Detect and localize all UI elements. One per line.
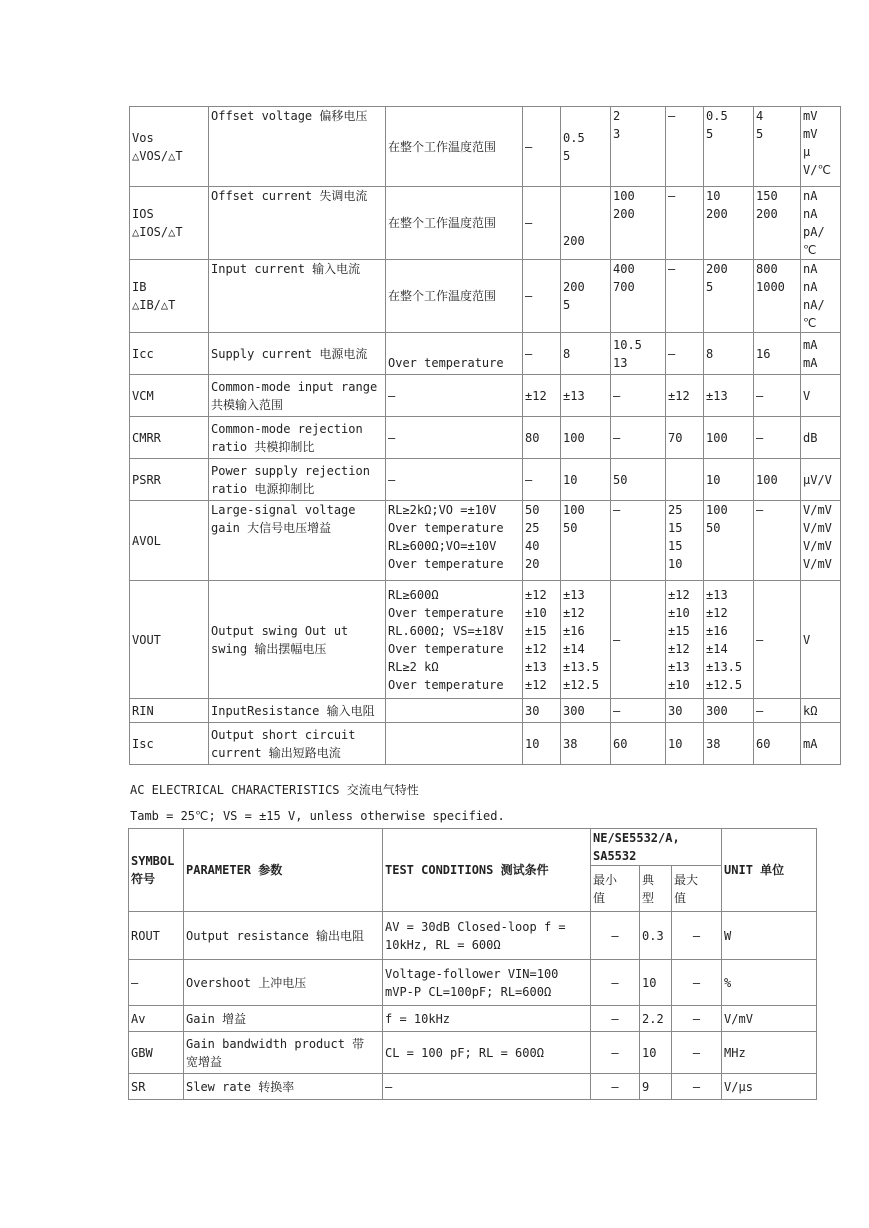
dc-cell: Offset voltage 偏移电压 [209, 107, 386, 187]
dc-cell: – [611, 699, 666, 723]
dc-table-row [130, 375, 841, 417]
ac-cell: V/mV [722, 1006, 817, 1032]
dc-cell: CMRR [130, 417, 209, 459]
dc-cell: 10 200 [704, 187, 754, 260]
ac-cell: – [672, 1032, 722, 1074]
unit-header: UNIT 单位 [722, 829, 817, 912]
dc-cell [386, 699, 523, 723]
dc-table-row [130, 723, 841, 765]
dc-cell: PSRR [130, 459, 209, 501]
ac-cell: Slew rate 转换率 [184, 1074, 383, 1100]
dc-cell: μV/V [801, 459, 841, 501]
dc-table-row [130, 333, 841, 375]
dc-cell: ±13 [561, 375, 611, 417]
dc-cell: Over temperature [386, 333, 523, 375]
dc-cell: nA nA nA/℃ [801, 260, 841, 333]
dc-table-row [130, 581, 841, 699]
dc-table-row [130, 417, 841, 459]
dc-cell: 100 [561, 417, 611, 459]
dc-cell: 10.5 13 [611, 333, 666, 375]
dc-cell: 10 [666, 723, 704, 765]
dc-cell: kΩ [801, 699, 841, 723]
dc-cell: IOS △IOS/△T [130, 187, 209, 260]
dc-cell: 30 [523, 699, 561, 723]
dc-cell: – [523, 260, 561, 333]
dc-cell: AVOL [130, 501, 209, 581]
ac-cell: 2.2 [640, 1006, 672, 1032]
dc-cell: InputResistance 输入电阻 [209, 699, 386, 723]
ac-cell: Overshoot 上冲电压 [184, 960, 383, 1006]
dc-cell: 4 5 [754, 107, 801, 187]
dc-cell: 300 [704, 699, 754, 723]
dc-cell: 在整个工作温度范围 [386, 107, 523, 187]
ac-table-header [129, 829, 817, 912]
ac-conditions-note: Tamb = 25℃; VS = ±15 V, unless otherwise specified. [130, 809, 505, 823]
dc-cell: – [611, 375, 666, 417]
dc-cell: 30 [666, 699, 704, 723]
dc-cell: VOUT [130, 581, 209, 699]
dc-cell: – [523, 459, 561, 501]
dc-cell: 10 [704, 459, 754, 501]
ac-section-title: AC ELECTRICAL CHARACTERISTICS 交流电气特性 [130, 783, 419, 797]
ac-cell: V/μs [722, 1074, 817, 1100]
dc-table-row [130, 501, 841, 581]
ac-cell: 0.3 [640, 912, 672, 960]
dc-cell: – [666, 260, 704, 333]
dc-cell: 8 [561, 333, 611, 375]
dc-cell: Common-mode rejection ratio 共模抑制比 [209, 417, 386, 459]
dc-cell: 400 700 [611, 260, 666, 333]
dc-cell: V/mV V/mV V/mV V/mV [801, 501, 841, 581]
dc-cell: – [523, 107, 561, 187]
ac-table-body [129, 912, 817, 1100]
dc-cell: – [386, 459, 523, 501]
ac-cell: AV = 30dB Closed-loop f = 10kHz, RL = 600Ω [383, 912, 591, 960]
dc-cell: RIN [130, 699, 209, 723]
dc-cell: 8 [704, 333, 754, 375]
dc-cell: 38 [704, 723, 754, 765]
ac-cell: % [722, 960, 817, 1006]
dc-cell: – [754, 417, 801, 459]
dc-cell: Output swing Out ut swing 输出摆幅电压 [209, 581, 386, 699]
ac-cell: – [591, 960, 640, 1006]
ac-cell: f = 10kHz [383, 1006, 591, 1032]
dc-cell: ±12 ±10 ±15 ±12 ±13 ±10 [666, 581, 704, 699]
dc-cell: ±12 [666, 375, 704, 417]
dc-table-row [130, 459, 841, 501]
dc-cell: – [611, 501, 666, 581]
dc-cell: 在整个工作温度范围 [386, 260, 523, 333]
dc-cell: ±13 ±12 ±16 ±14 ±13.5 ±12.5 [704, 581, 754, 699]
dc-cell: mA [801, 723, 841, 765]
ac-cell: – [672, 960, 722, 1006]
dc-cell: 38 [561, 723, 611, 765]
dc-cell: Large-signal voltage gain 大信号电压增益 [209, 501, 386, 581]
ac-cell: 10 [640, 960, 672, 1006]
min-header: 最小 值 [591, 866, 640, 912]
dc-cell: IB △IB/△T [130, 260, 209, 333]
dc-cell: Output short circuit current 输出短路电流 [209, 723, 386, 765]
dc-cell [386, 723, 523, 765]
dc-cell: 100 [704, 417, 754, 459]
dc-characteristics-table [129, 106, 841, 765]
part-group-header: NE/SE5532/A, SA5532 [591, 829, 722, 866]
dc-cell: 100 50 [561, 501, 611, 581]
dc-cell: 在整个工作温度范围 [386, 187, 523, 260]
dc-cell: 2 3 [611, 107, 666, 187]
ac-cell: – [591, 1032, 640, 1074]
dc-cell: Supply current 电源电流 [209, 333, 386, 375]
dc-cell [666, 459, 704, 501]
dc-cell: ±12 ±10 ±15 ±12 ±13 ±12 [523, 581, 561, 699]
dc-table-row [130, 260, 841, 333]
ac-cell: – [129, 960, 184, 1006]
ac-cell: SR [129, 1074, 184, 1100]
dc-cell: 10 [561, 459, 611, 501]
ac-table-row [129, 912, 817, 960]
parameter-header: PARAMETER 参数 [184, 829, 383, 912]
dc-cell: V [801, 581, 841, 699]
max-header: 最大 值 [672, 866, 722, 912]
dc-cell: 100 [754, 459, 801, 501]
dc-cell: Input current 输入电流 [209, 260, 386, 333]
dc-cell: 25 15 15 10 [666, 501, 704, 581]
dc-cell: – [754, 581, 801, 699]
dc-cell: Offset current 失调电流 [209, 187, 386, 260]
dc-cell: 60 [611, 723, 666, 765]
ac-cell: CL = 100 pF; RL = 600Ω [383, 1032, 591, 1074]
dc-cell: – [386, 375, 523, 417]
dc-cell: 200 [561, 187, 611, 260]
dc-cell: 200 5 [704, 260, 754, 333]
dc-cell: nA nA pA/℃ [801, 187, 841, 260]
dc-cell: Icc [130, 333, 209, 375]
ac-cell: MHz [722, 1032, 817, 1074]
dc-cell: V [801, 375, 841, 417]
dc-cell: 0.5 5 [561, 107, 611, 187]
ac-cell: – [591, 1074, 640, 1100]
dc-cell: mV mV μ V/℃ [801, 107, 841, 187]
dc-cell: 200 5 [561, 260, 611, 333]
dc-cell: 800 1000 [754, 260, 801, 333]
ac-cell: Output resistance 输出电阻 [184, 912, 383, 960]
dc-cell: 80 [523, 417, 561, 459]
dc-table-row [130, 107, 841, 187]
ac-cell: 10 [640, 1032, 672, 1074]
dc-cell: 50 [611, 459, 666, 501]
ac-table-row [129, 960, 817, 1006]
dc-cell: 60 [754, 723, 801, 765]
ac-cell: ROUT [129, 912, 184, 960]
dc-cell: – [666, 333, 704, 375]
ac-table-row [129, 1074, 817, 1100]
ac-cell: Av [129, 1006, 184, 1032]
ac-table-row [129, 1032, 817, 1074]
dc-cell: – [754, 501, 801, 581]
ac-cell: – [383, 1074, 591, 1100]
dc-cell: ±12 [523, 375, 561, 417]
ac-cell: – [591, 912, 640, 960]
dc-cell: 100 200 [611, 187, 666, 260]
dc-cell: 0.5 5 [704, 107, 754, 187]
ac-characteristics-table [128, 828, 817, 1100]
dc-cell: ±13 ±12 ±16 ±14 ±13.5 ±12.5 [561, 581, 611, 699]
dc-cell: – [523, 187, 561, 260]
symbol-header: SYMBOL 符号 [129, 829, 184, 912]
dc-cell: – [386, 417, 523, 459]
dc-cell: VCM [130, 375, 209, 417]
dc-cell: – [611, 581, 666, 699]
dc-cell: mA mA [801, 333, 841, 375]
ac-cell: Gain 增益 [184, 1006, 383, 1032]
ac-cell: Voltage-follower VIN=100 mVP-P CL=100pF; RL=600Ω [383, 960, 591, 1006]
ac-cell: – [672, 912, 722, 960]
dc-cell: – [754, 375, 801, 417]
typ-header: 典 型 [640, 866, 672, 912]
ac-cell: – [672, 1074, 722, 1100]
dc-cell: Vos △VOS/△T [130, 107, 209, 187]
ac-table-row [129, 1006, 817, 1032]
test-conditions-header: TEST CONDITIONS 测试条件 [383, 829, 591, 912]
dc-cell: Power supply rejection ratio 电源抑制比 [209, 459, 386, 501]
dc-cell: 16 [754, 333, 801, 375]
dc-cell: – [666, 107, 704, 187]
dc-cell: – [666, 187, 704, 260]
dc-cell: – [611, 417, 666, 459]
dc-table-body [130, 107, 841, 765]
dc-cell: Common-mode input range 共模输入范围 [209, 375, 386, 417]
ac-cell: Gain bandwidth product 带 宽增益 [184, 1032, 383, 1074]
dc-table-row [130, 187, 841, 260]
dc-cell: 70 [666, 417, 704, 459]
dc-cell: dB [801, 417, 841, 459]
ac-cell: 9 [640, 1074, 672, 1100]
dc-cell: ±13 [704, 375, 754, 417]
dc-cell: Isc [130, 723, 209, 765]
dc-cell: 150 200 [754, 187, 801, 260]
dc-cell: – [754, 699, 801, 723]
dc-cell: 50 25 40 20 [523, 501, 561, 581]
ac-cell: – [672, 1006, 722, 1032]
dc-cell: 300 [561, 699, 611, 723]
dc-cell: – [523, 333, 561, 375]
dc-cell: 10 [523, 723, 561, 765]
ac-cell: W [722, 912, 817, 960]
ac-cell: GBW [129, 1032, 184, 1074]
dc-table-row [130, 699, 841, 723]
ac-cell: – [591, 1006, 640, 1032]
dc-cell: 100 50 [704, 501, 754, 581]
dc-cell: RL≥600Ω Over temperature RL.600Ω; VS=±18V Over temperature RL≥2 kΩ Over temperature [386, 581, 523, 699]
dc-cell: RL≥2kΩ;VO =±10V Over temperature RL≥600Ω;VO=±10V Over temperature [386, 501, 523, 581]
